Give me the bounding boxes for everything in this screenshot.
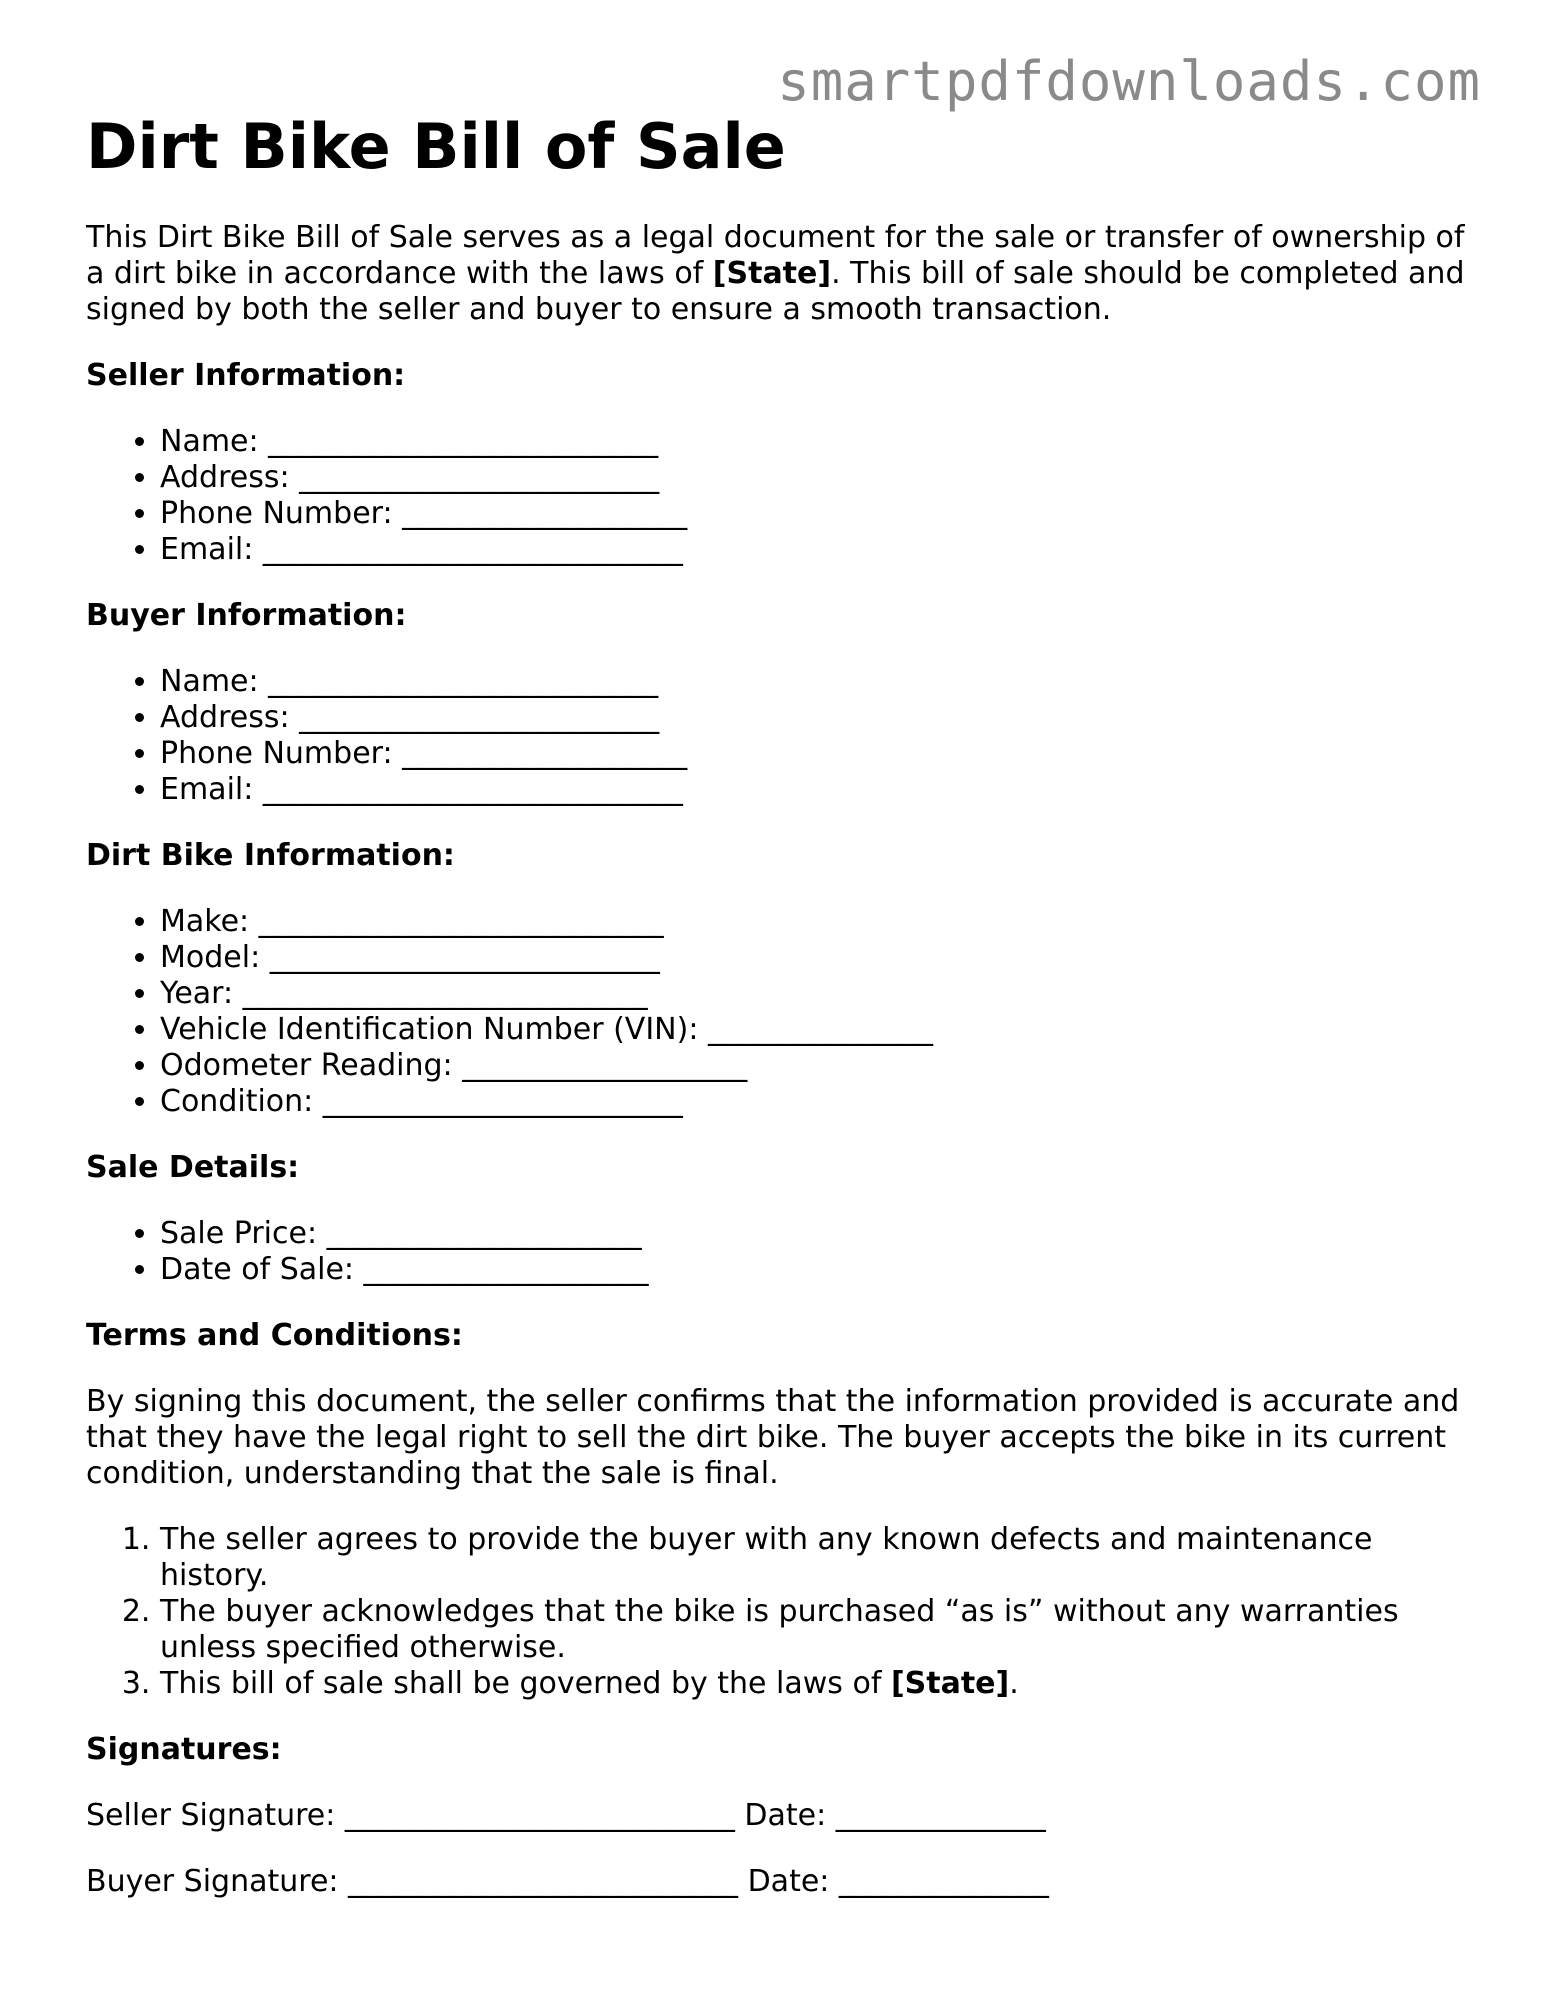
seller-phone-field: • Phone Number: ___________________: [160, 496, 1486, 532]
buyer-phone-field: • Phone Number: ___________________: [160, 736, 1486, 772]
intro-text-before: This Dirt Bike Bill of Sale serves as a legal document for the sale or transfer of ownership of a dirt bike in accordance with the laws of: [86, 220, 1465, 291]
bike-odometer-field: • Odometer Reading: ___________________: [160, 1048, 1486, 1084]
terms-item3-text-before: This bill of sale shall be governed by the laws of: [160, 1666, 891, 1701]
terms-item-governing-law: [160, 1666, 1486, 1702]
intro-text-after: . This bill of sale should be completed and signed by both the seller and buyer to ensure a smooth transaction.: [86, 256, 1465, 327]
terms-heading: Terms and Conditions:: [86, 1318, 463, 1353]
bike-heading: Dirt Bike Information:: [86, 838, 455, 873]
buyer-email-field: • Email: ____________________________: [160, 772, 1486, 808]
bike-model-field: • Model: __________________________: [160, 940, 1486, 976]
buyer-signature-line: Buyer Signature: __________________________ Date: ______________: [86, 1864, 1049, 1899]
seller-name-field: • Name: __________________________: [160, 424, 1486, 460]
terms-list: [86, 1522, 1486, 1702]
seller-heading: Seller Information:: [86, 358, 406, 393]
bike-condition-field: • Condition: ________________________: [160, 1084, 1486, 1120]
document-title: Dirt Bike Bill of Sale: [86, 110, 786, 183]
sale-price-field: • Sale Price: _____________________: [160, 1216, 1486, 1252]
terms-state-placeholder: [State]: [890, 1666, 1010, 1701]
buyer-address-field: • Address: ________________________: [160, 700, 1486, 736]
watermark: smartpdfdownloads.com: [777, 50, 1481, 113]
seller-address-field: • Address: ________________________: [160, 460, 1486, 496]
sale-heading: Sale Details:: [86, 1150, 300, 1185]
bike-year-field: • Year: ___________________________: [160, 976, 1486, 1012]
seller-signature-line: Seller Signature: __________________________ Date: ______________: [86, 1798, 1046, 1833]
bike-make-field: • Make: ___________________________: [160, 904, 1486, 940]
document-body: [86, 220, 1486, 1930]
signatures-heading: Signatures:: [86, 1732, 282, 1767]
sale-date-field: • Date of Sale: ___________________: [160, 1252, 1486, 1288]
sale-fields-list: [86, 1216, 1486, 1288]
terms-item-defects: 1. The seller agrees to provide the buyer with any known defects and maintenance history.: [160, 1522, 1486, 1594]
seller-email-field: • Email: ____________________________: [160, 532, 1486, 568]
terms-item-as-is: 2. The buyer acknowledges that the bike is purchased “as is” without any warranties unless specified otherwise.: [160, 1594, 1486, 1666]
buyer-fields-list: [86, 664, 1486, 808]
bike-vin-field: • Vehicle Identification Number (VIN): _______________: [160, 1012, 1486, 1048]
buyer-name-field: • Name: __________________________: [160, 664, 1486, 700]
terms-paragraph: By signing this document, the seller confirms that the information provided is accurate and that they have the legal right to sell the dirt bike. The buyer accepts the bike in its current condition, understanding that the sale is final.: [86, 1384, 1460, 1491]
terms-item3-text-after: .: [1009, 1666, 1019, 1701]
bike-fields-list: [86, 904, 1486, 1120]
intro-state-placeholder: [State]: [712, 256, 832, 291]
buyer-heading: Buyer Information:: [86, 598, 407, 633]
seller-fields-list: [86, 424, 1486, 568]
intro-paragraph: [86, 220, 1486, 328]
